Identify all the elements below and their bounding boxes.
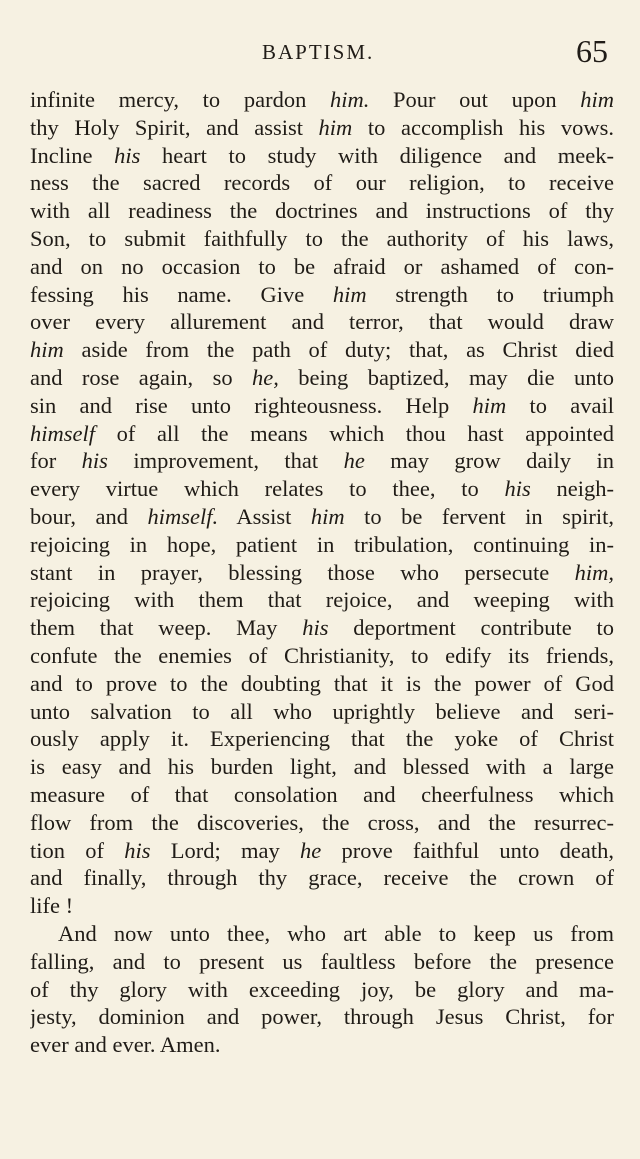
text-line bbox=[30, 253, 614, 281]
page-number: 65 bbox=[576, 33, 608, 69]
text-line bbox=[30, 420, 614, 448]
text-run: improvement, that bbox=[107, 448, 344, 474]
text-line bbox=[30, 753, 614, 781]
italic-word: himself bbox=[30, 420, 95, 446]
italic-word: his bbox=[124, 837, 151, 863]
text-run: confute the enemies of Christianity, to edify its friends, bbox=[30, 642, 614, 668]
text-run: neigh- bbox=[530, 476, 614, 502]
text-run: bour, and bbox=[30, 503, 148, 529]
text-line bbox=[30, 86, 614, 114]
italic-word: his bbox=[504, 476, 531, 502]
text-line bbox=[30, 225, 614, 253]
italic-word: he, bbox=[252, 364, 279, 390]
italic-word: himself. bbox=[147, 503, 219, 529]
text-line bbox=[30, 142, 614, 170]
text-run: every virtue which relates to thee, to bbox=[30, 476, 505, 502]
text-run: unto salvation to all who uprightly believe and seri- bbox=[30, 698, 614, 724]
text-run: Son, to submit faithfully to the authority of his laws, bbox=[30, 225, 614, 251]
text-line bbox=[30, 781, 614, 809]
text-run: tion of bbox=[30, 837, 125, 863]
text-run: to avail bbox=[506, 392, 614, 418]
text-run: jesty, dominion and power, through Jesus Christ, for bbox=[30, 1004, 614, 1030]
text-line bbox=[30, 364, 614, 392]
text-run: is easy and his burden light, and blessed with a large bbox=[30, 754, 614, 780]
text-run: and finally, through thy grace, receive the crown of bbox=[30, 865, 614, 891]
text-line bbox=[30, 976, 614, 1004]
text-line bbox=[30, 447, 614, 475]
italic-word: him bbox=[472, 392, 507, 418]
text-line bbox=[30, 586, 614, 614]
text-run: flow from the discoveries, the cross, and the resurrec- bbox=[30, 809, 614, 835]
text-run: and on no occasion to be afraid or ashamed of con- bbox=[30, 253, 614, 279]
text-run: strength to triumph bbox=[366, 281, 614, 307]
text-run: stant in prayer, blessing those who persecute bbox=[30, 559, 575, 585]
text-run: rejoicing with them that rejoice, and weeping with bbox=[30, 587, 614, 613]
text-run: life ! bbox=[30, 893, 74, 919]
paragraph bbox=[30, 86, 614, 920]
text-run: rejoicing in hope, patient in tribulation, continuing in- bbox=[30, 531, 614, 557]
text-run: And now unto thee, who art able to keep us from bbox=[58, 920, 614, 946]
text-run: ously apply it. Experiencing that the yoke of Christ bbox=[30, 726, 614, 752]
text-run: sin and rise unto righteousness. Help bbox=[30, 392, 473, 418]
text-line bbox=[30, 392, 614, 420]
text-line bbox=[30, 725, 614, 753]
italic-word: his bbox=[114, 142, 141, 168]
italic-word: him, bbox=[574, 559, 614, 585]
running-head bbox=[0, 34, 640, 78]
text-run: fessing his name. Give bbox=[30, 281, 333, 307]
text-line bbox=[30, 698, 614, 726]
text-run: aside from the path of duty; that, as Christ died bbox=[63, 337, 614, 363]
body-text bbox=[30, 86, 614, 1059]
text-run: for bbox=[30, 448, 82, 474]
text-line bbox=[30, 197, 614, 225]
italic-word: his bbox=[81, 448, 108, 474]
italic-word: him. bbox=[329, 87, 370, 112]
paragraph bbox=[30, 920, 614, 1059]
text-run: of all the means which thou hast appointed bbox=[95, 420, 614, 446]
text-line bbox=[30, 281, 614, 309]
text-run: to be fervent in spirit, bbox=[344, 503, 614, 529]
text-run: heart to study with diligence and meek- bbox=[140, 142, 614, 168]
text-line bbox=[30, 892, 614, 920]
italic-word: him bbox=[310, 503, 345, 529]
text-line bbox=[30, 559, 614, 587]
text-run: ness the sacred records of our religion, to receive bbox=[30, 170, 614, 196]
text-line bbox=[30, 809, 614, 837]
italic-word: him bbox=[318, 114, 353, 140]
text-line bbox=[30, 1003, 614, 1031]
text-run: Incline bbox=[30, 142, 115, 168]
text-run: Assist bbox=[218, 503, 311, 529]
text-run: Lord; may bbox=[150, 837, 300, 863]
text-run: measure of that consolation and cheerfulness which bbox=[30, 781, 614, 807]
text-line bbox=[30, 475, 614, 503]
text-run: Pour out upon bbox=[369, 87, 581, 112]
text-run: to accomplish his vows. bbox=[352, 114, 614, 140]
text-line bbox=[30, 864, 614, 892]
text-line bbox=[30, 308, 614, 336]
text-run: being baptized, may die unto bbox=[278, 364, 614, 390]
text-line bbox=[30, 531, 614, 559]
text-line bbox=[30, 837, 614, 865]
text-run: thy Holy Spirit, and assist bbox=[30, 114, 319, 140]
text-run: prove faithful unto death, bbox=[321, 837, 614, 863]
text-run: over every allurement and terror, that would draw bbox=[30, 309, 614, 335]
italic-word: him bbox=[332, 281, 367, 307]
text-run: and rose again, so bbox=[30, 364, 252, 390]
text-line bbox=[30, 614, 614, 642]
text-run: infinite mercy, to pardon bbox=[30, 87, 330, 112]
italic-word: he bbox=[299, 837, 322, 863]
text-line bbox=[30, 920, 614, 948]
italic-word: he bbox=[343, 448, 365, 474]
text-run: falling, and to present us faultless before the presence bbox=[30, 948, 614, 974]
text-run: them that weep. May bbox=[30, 615, 303, 641]
italic-word: his bbox=[302, 615, 329, 641]
text-line bbox=[30, 1031, 614, 1059]
text-run: of thy glory with exceeding joy, be glory and ma- bbox=[30, 976, 614, 1002]
text-line bbox=[30, 336, 614, 364]
text-line bbox=[30, 642, 614, 670]
running-title: BAPTISM. bbox=[262, 40, 375, 64]
text-run: with all readiness the doctrines and instructions of thy bbox=[30, 198, 614, 224]
italic-word: him bbox=[580, 87, 614, 112]
text-run: deportment contribute to bbox=[328, 615, 614, 641]
text-run: and to prove to the doubting that it is the power of God bbox=[30, 670, 614, 696]
text-run: may grow daily in bbox=[364, 448, 614, 474]
text-line bbox=[30, 670, 614, 698]
text-line bbox=[30, 114, 614, 142]
text-run: ever and ever. Amen. bbox=[30, 1032, 221, 1058]
text-line bbox=[30, 948, 614, 976]
italic-word: him bbox=[30, 337, 64, 363]
text-line bbox=[30, 169, 614, 197]
text-line bbox=[30, 503, 614, 531]
